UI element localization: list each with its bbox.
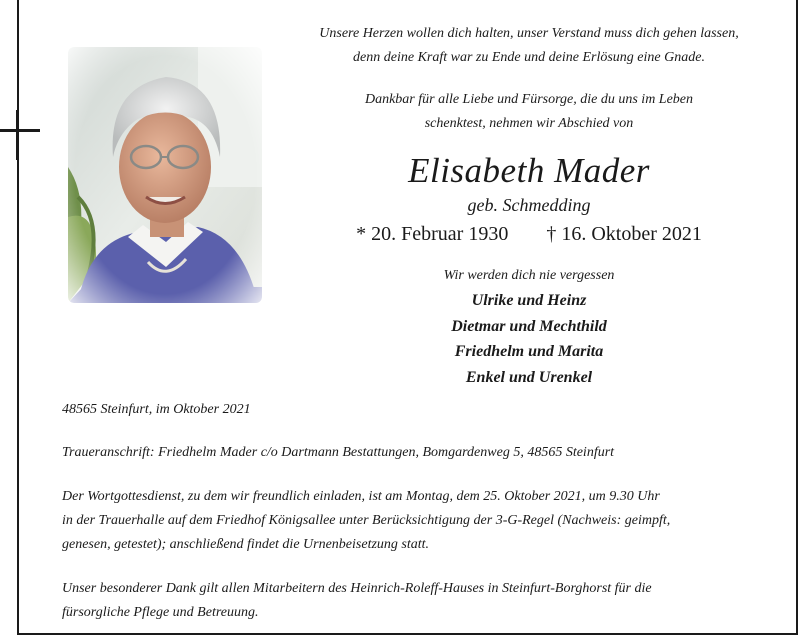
quote bbox=[280, 22, 778, 70]
service-line-2: in der Trauerhalle auf dem Friedhof Königsallee unter Berücksichtigung der 3-G-Regel (Nachweis: geimpft, bbox=[62, 513, 671, 528]
mourner-2: Dietmar und Mechthild bbox=[451, 317, 607, 335]
thanks-line-2: schenktest, nehmen wir Abschied von bbox=[424, 116, 634, 131]
death-date: † 16. Oktober 2021 bbox=[546, 223, 702, 245]
mourner-3: Friedhelm und Marita bbox=[454, 343, 604, 360]
gratitude-line-1: Unser besonderer Dank gilt allen Mitarbeitern des Heinrich-Roleff-Hauses in Steinfurt-Borghorst für die bbox=[62, 581, 652, 596]
portrait-photo bbox=[68, 47, 262, 303]
service-line-1: Der Wortgottesdienst, zu dem wir freundlich einladen, ist am Montag, dem 25. Oktober 2021, um 9.30 Uhr bbox=[62, 489, 660, 504]
mourner-4: Enkel und Urenkel bbox=[465, 368, 593, 386]
service-notice bbox=[62, 485, 772, 557]
mourning-address: Traueranschrift: Friedhelm Mader c/o Dartmann Bestattungen, Bomgardenweg 5, 48565 Steinfurt bbox=[62, 445, 615, 460]
thanks-line-1: Dankbar für alle Liebe und Fürsorge, die du uns im Leben bbox=[364, 92, 694, 107]
cross-icon bbox=[0, 110, 40, 160]
mourner-1: Ulrike und Heinz bbox=[471, 292, 587, 309]
deceased-name: Elisabeth Mader bbox=[408, 151, 650, 190]
life-dates bbox=[280, 221, 778, 247]
birth-date: * 20. Februar 1930 bbox=[356, 223, 509, 245]
mourners-list bbox=[280, 288, 778, 390]
service-line-3: genesen, getestet); anschließend findet die Urnenbeisetzung statt. bbox=[62, 537, 430, 552]
quote-line-1: Unsere Herzen wollen dich halten, unser Verstand muss dich gehen lassen, bbox=[319, 26, 739, 41]
gratitude-notice bbox=[62, 577, 772, 625]
thanks-text bbox=[280, 88, 778, 136]
remembrance-text: Wir werden dich nie vergessen bbox=[443, 268, 615, 283]
place-date: 48565 Steinfurt, im Oktober 2021 bbox=[62, 402, 251, 417]
birth-name: geb. Schmedding bbox=[467, 195, 591, 215]
quote-line-2: denn deine Kraft war zu Ende und deine Erlösung eine Gnade. bbox=[353, 50, 705, 65]
gratitude-line-2: fürsorgliche Pflege und Betreuung. bbox=[62, 605, 259, 620]
